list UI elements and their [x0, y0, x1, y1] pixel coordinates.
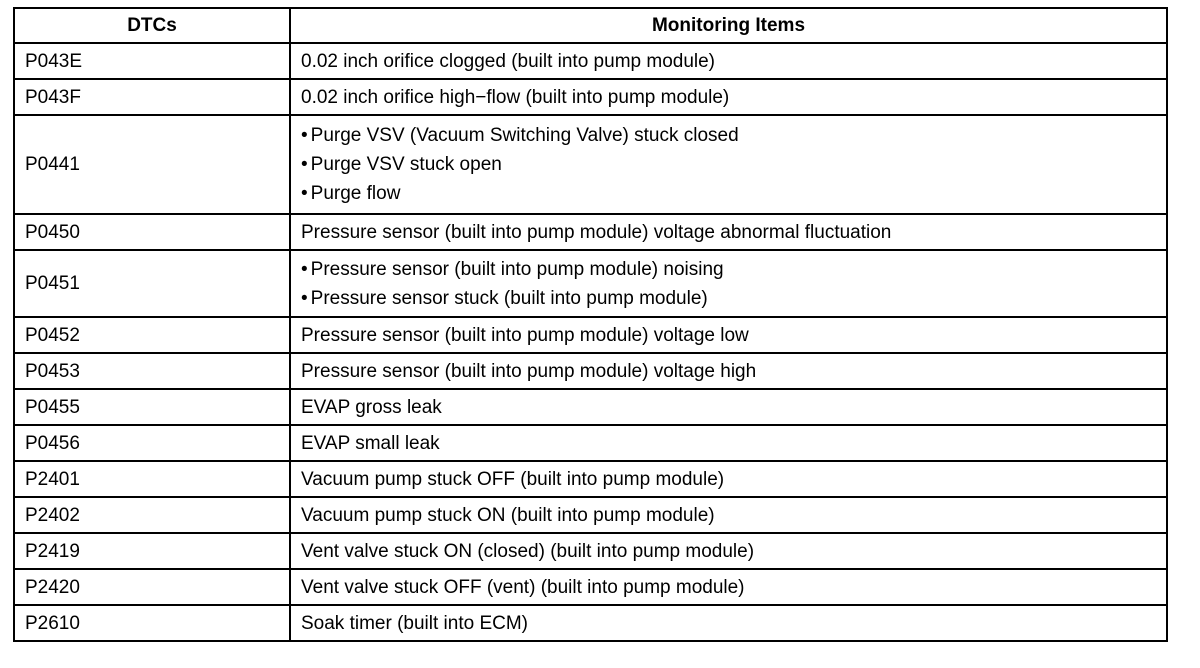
- table-row: [14, 317, 1167, 353]
- table-body: [14, 43, 1167, 641]
- dtc-code-cell: P0452: [14, 317, 290, 353]
- table-row: [14, 79, 1167, 115]
- monitoring-item-text: Vent valve stuck ON (closed) (built into pump module): [301, 540, 755, 562]
- table-row: [14, 214, 1167, 250]
- dtc-code-cell: P0450: [14, 214, 290, 250]
- bullet-icon: •: [301, 287, 308, 309]
- monitoring-item-line: [301, 179, 1156, 208]
- header-row: [14, 8, 1167, 43]
- dtc-code-cell: P2420: [14, 569, 290, 605]
- monitoring-item-cell: [290, 389, 1167, 425]
- table-row: [14, 461, 1167, 497]
- table-row: [14, 250, 1167, 317]
- monitoring-item-cell: [290, 605, 1167, 641]
- table-row: [14, 353, 1167, 389]
- monitoring-item-text: 0.02 inch orifice clogged (built into pump module): [301, 50, 716, 72]
- monitoring-item-cell: [290, 569, 1167, 605]
- dtc-code-cell: P0451: [14, 250, 290, 317]
- monitoring-item-line: [301, 121, 1156, 150]
- dtc-code-cell: P0456: [14, 425, 290, 461]
- dtc-code-cell: P0455: [14, 389, 290, 425]
- column-header-dtcs: DTCs: [14, 8, 290, 43]
- dtc-code-cell: P2402: [14, 497, 290, 533]
- bullet-icon: •: [301, 183, 308, 204]
- table-row: [14, 569, 1167, 605]
- table-header: [14, 8, 1167, 43]
- monitoring-item-line: [301, 469, 724, 490]
- monitoring-item-line: [301, 222, 891, 243]
- monitoring-item-text: Pressure sensor stuck (built into pump module): [310, 287, 708, 309]
- monitoring-item-cell: [290, 115, 1167, 214]
- monitoring-item-line: [301, 577, 745, 598]
- monitoring-item-cell: [290, 461, 1167, 497]
- monitoring-item-cell: [290, 214, 1167, 250]
- dtc-code-cell: P043E: [14, 43, 290, 79]
- monitoring-item-line: [301, 541, 754, 562]
- dtc-code-cell: P2401: [14, 461, 290, 497]
- dtc-code-cell: P2419: [14, 533, 290, 569]
- monitoring-item-text: Vent valve stuck OFF (vent) (built into pump module): [301, 576, 745, 598]
- monitoring-item-cell: [290, 353, 1167, 389]
- table-row: [14, 425, 1167, 461]
- monitoring-item-cell: [290, 497, 1167, 533]
- monitoring-item-cell: [290, 43, 1167, 79]
- monitoring-item-cell: [290, 533, 1167, 569]
- monitoring-item-cell: [290, 317, 1167, 353]
- monitoring-item-text: 0.02 inch orifice high−flow (built into pump module): [301, 86, 730, 108]
- monitoring-item-text: Pressure sensor (built into pump module) voltage abnormal fluctuation: [301, 221, 892, 243]
- table-row: [14, 43, 1167, 79]
- dtc-code-cell: P0453: [14, 353, 290, 389]
- monitoring-item-text: Vacuum pump stuck ON (built into pump module): [301, 504, 715, 526]
- monitoring-item-line: [301, 284, 1156, 313]
- monitoring-item-text: EVAP small leak: [301, 432, 440, 454]
- monitoring-item-text: EVAP gross leak: [301, 396, 442, 418]
- table-row: [14, 389, 1167, 425]
- monitoring-item-line: [301, 397, 442, 418]
- monitoring-item-text: Purge VSV (Vacuum Switching Valve) stuck closed: [310, 125, 739, 146]
- monitoring-item-text: Vacuum pump stuck OFF (built into pump module): [301, 468, 725, 490]
- monitoring-item-text: Pressure sensor (built into pump module) noising: [310, 258, 724, 280]
- monitoring-item-line: [301, 361, 756, 382]
- monitoring-item-line: [301, 51, 715, 72]
- table-row: [14, 605, 1167, 641]
- bullet-icon: •: [301, 154, 308, 175]
- monitoring-item-cell: [290, 79, 1167, 115]
- monitoring-item-cell: [290, 425, 1167, 461]
- dtc-monitoring-table: [13, 7, 1168, 642]
- monitoring-item-line: [301, 433, 440, 454]
- monitoring-item-line: [301, 150, 1156, 179]
- monitoring-item-text: Pressure sensor (built into pump module) voltage low: [301, 324, 749, 346]
- column-header-monitoring-items: Monitoring Items: [290, 8, 1167, 43]
- monitoring-item-line: [301, 325, 749, 346]
- monitoring-item-line: [301, 255, 1156, 284]
- monitoring-item-line: [301, 87, 729, 108]
- table-row: [14, 115, 1167, 214]
- monitoring-item-text: Soak timer (built into ECM): [301, 612, 529, 634]
- monitoring-item-line: [301, 613, 528, 634]
- monitoring-item-text: Purge VSV stuck open: [310, 154, 502, 175]
- dtc-code-cell: P2610: [14, 605, 290, 641]
- dtc-code-cell: P043F: [14, 79, 290, 115]
- dtc-code-cell: P0441: [14, 115, 290, 214]
- bullet-icon: •: [301, 258, 308, 280]
- monitoring-item-line: [301, 505, 715, 526]
- monitoring-item-text: Pressure sensor (built into pump module) voltage high: [301, 360, 757, 382]
- monitoring-item-cell: [290, 250, 1167, 317]
- table-row: [14, 533, 1167, 569]
- monitoring-item-text: Purge flow: [310, 183, 401, 204]
- bullet-icon: •: [301, 125, 308, 146]
- table-row: [14, 497, 1167, 533]
